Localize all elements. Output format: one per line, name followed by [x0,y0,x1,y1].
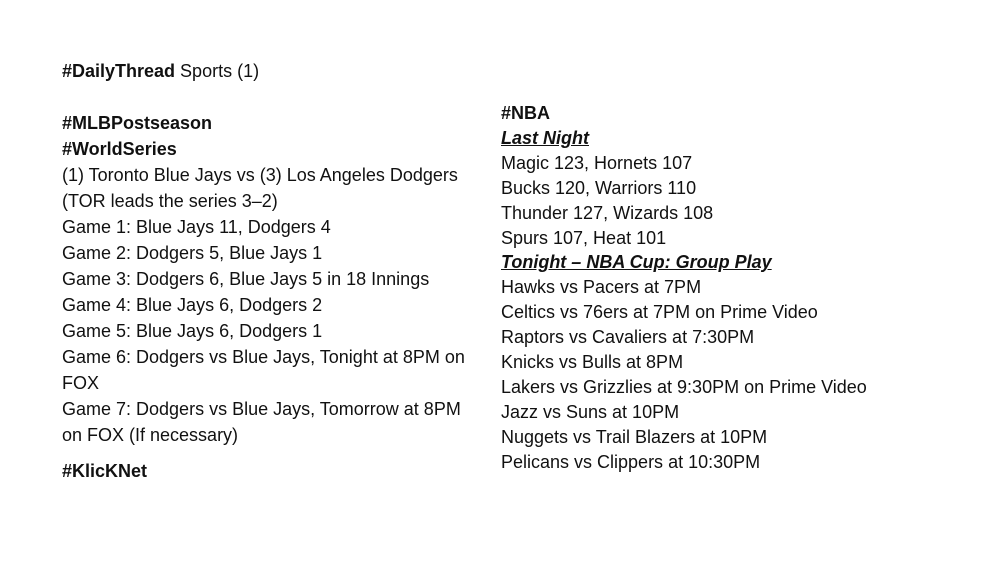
series-status: (TOR leads the series 3–2) [62,191,278,211]
schedule-line: Hawks vs Pacers at 7PM [501,277,702,298]
schedule-line: Nuggets vs Trail Blazers at 10PM [501,426,768,447]
klicknet-hashtag: #KlicKNet [62,461,148,481]
nba-heading: #NBA [501,103,551,123]
schedule-line: Celtics vs 76ers at 7PM on Prime Video [501,302,818,323]
game-line: Game 6: Dodgers vs Blue Jays, Tonight at 8PM on FOX [62,347,465,393]
tonight-heading: Tonight – NBA Cup: Group Play [501,252,772,273]
world-series-heading: #WorldSeries [62,139,177,159]
series-matchup: (1) Toronto Blue Jays vs (3) Los Angeles Dodgers [62,165,458,185]
thread-title-suffix: Sports (1) [175,61,260,81]
nba-column [501,101,981,475]
schedule-line: Jazz vs Suns at 10PM [501,401,680,422]
score-line: Magic 123, Hornets 107 [501,152,693,173]
last-night-heading: Last Night [501,127,589,148]
schedule-line: Pelicans vs Clippers at 10:30PM [501,451,761,472]
daily-thread-hashtag: #DailyThread [62,61,176,81]
mlb-column [62,58,482,484]
game-line: Game 5: Blue Jays 6, Dodgers 1 [62,321,323,341]
score-line: Bucks 120, Warriors 110 [501,177,697,198]
schedule-line: Lakers vs Grizzlies at 9:30PM on Prime Video [501,376,867,397]
score-line: Spurs 107, Heat 101 [501,227,667,248]
game-line: Game 1: Blue Jays 11, Dodgers 4 [62,217,331,237]
mlb-postseason-heading: #MLBPostseason [62,113,213,133]
game-line: Game 7: Dodgers vs Blue Jays, Tomorrow at 8PM on FOX (If necessary) [62,399,461,445]
game-line: Game 3: Dodgers 6, Blue Jays 5 in 18 Innings [62,269,430,289]
game-line: Game 2: Dodgers 5, Blue Jays 1 [62,243,323,263]
thread-title [62,58,482,84]
schedule-line: Raptors vs Cavaliers at 7:30PM [501,327,755,348]
game-line: Game 4: Blue Jays 6, Dodgers 2 [62,295,323,315]
schedule-line: Knicks vs Bulls at 8PM [501,352,684,373]
score-line: Thunder 127, Wizards 108 [501,202,714,223]
